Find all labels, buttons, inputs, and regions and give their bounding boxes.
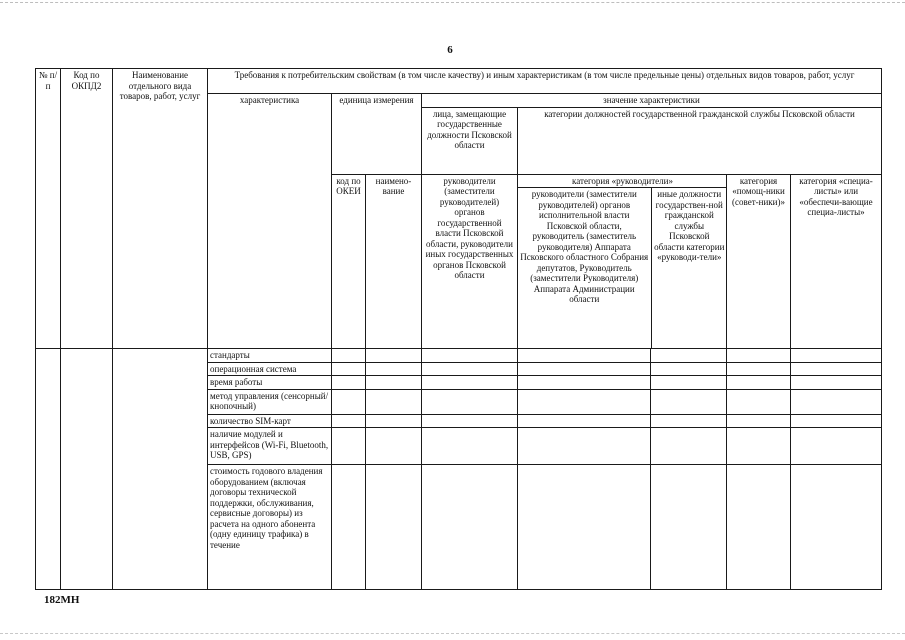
header-requirements: Требования к потребительским свойствам (в том числе качеству) и иным характеристикам (в том числе предельные цены) отдельных видов товаров, работ, услуг <box>208 69 882 94</box>
header-leaders: руководители (заместители руководителей) органов государственной власти Псковской области, руководители иных государственных органов Псковской области <box>422 174 518 349</box>
header-persons: лица, замещающие государственные должности Псковской области <box>422 107 518 174</box>
header-unit-name: наимено-вание <box>366 174 422 349</box>
table-row <box>36 349 882 363</box>
header-category-helpers: категория «помощ-ники (совет-ники)» <box>727 174 791 349</box>
header-characteristic: характеристика <box>208 94 332 349</box>
header-categories: категории должностей государственной гражданской службы Псковской области <box>518 107 882 174</box>
header-okei-code: код по ОКЕИ <box>332 174 366 349</box>
cell-num <box>36 349 61 590</box>
header-row-1 <box>36 69 882 94</box>
header-num: № п/п <box>36 69 61 349</box>
row-label: метод управления (сенсорный/кнопочный) <box>208 389 332 414</box>
footer-code: 182МН <box>44 594 80 606</box>
header-leaders-exec: руководители (заместители руководителей) органов исполнительной власти Псковской области, руководитель (заместитель руководителя) Аппарата Псковского областного Собрания депутатов, Руководитель (заместители Руководителя) Аппарата Администрации области <box>518 188 651 349</box>
row-label: время работы <box>208 376 332 390</box>
header-category-leaders: категория «руководители» <box>518 175 727 188</box>
header-value: значение характеристики <box>422 94 882 108</box>
header-unit: единица измерения <box>332 94 422 175</box>
header-okpd: Код по ОКПД2 <box>61 69 113 349</box>
page-number: 6 <box>447 44 453 56</box>
row-label: операционная система <box>208 362 332 376</box>
header-category-specialists: категория «специа-листы» или «обеспечи-вающие специа-листы» <box>791 174 882 349</box>
header-leaders-subtable <box>518 175 727 349</box>
scan-edge-bottom <box>0 633 905 635</box>
row-label: стоимость годового владения оборудованием (включая договоры технической поддержки, обслуживания, сервисные договоры) из расчета на одного абонента (одну единицу трафика) в течение <box>208 465 332 590</box>
header-other-positions: иные должности государствен-ной гражданской службы Псковской области категории «руководи-тели» <box>654 189 725 262</box>
scan-edge-top <box>0 2 905 4</box>
header-item-name: Наименование отдельного вида товаров, работ, услуг <box>113 69 208 349</box>
requirements-table <box>35 68 882 590</box>
row-label: наличие модулей и интерфейсов (Wi-Fi, Bluetooth, USB, GPS) <box>208 428 332 465</box>
header-leaders-category-cell <box>518 174 727 349</box>
cell-okpd <box>61 349 113 590</box>
cell-item-name <box>113 349 208 590</box>
row-label: стандарты <box>208 349 332 363</box>
row-label: количество SIM-карт <box>208 414 332 428</box>
